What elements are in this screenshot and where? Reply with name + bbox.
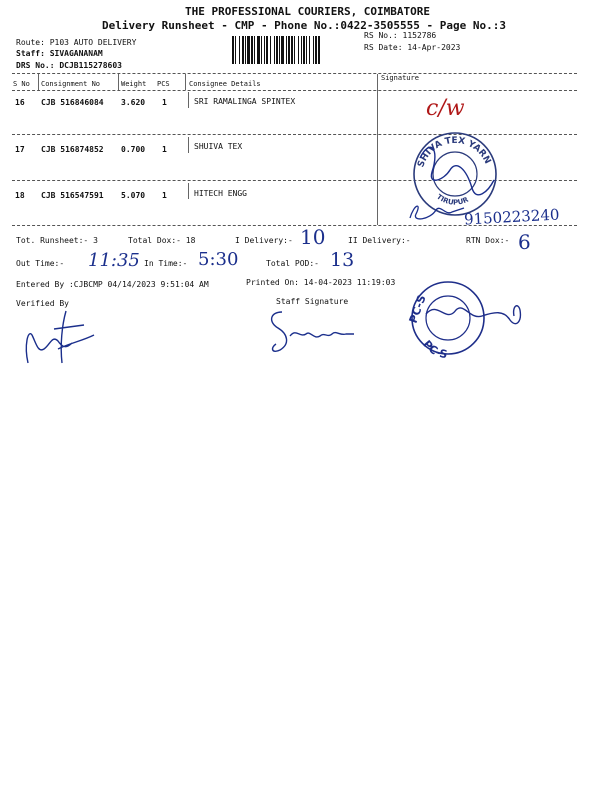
total-pod-label: Total POD:- bbox=[266, 259, 319, 268]
table-top-rule bbox=[12, 73, 577, 74]
row-sno: 18 bbox=[15, 191, 25, 200]
in-time-value: 5:30 bbox=[198, 249, 239, 270]
printed-on: Printed On: 14-04-2023 11:19:03 bbox=[246, 278, 396, 287]
stamp-top-text: SHIVA TEX YARN bbox=[416, 135, 493, 169]
company-name: THE PROFESSIONAL COURIERS, COIMBATORE bbox=[185, 5, 431, 18]
runsheet-subtitle: Delivery Runsheet - CMP - Phone No.:0422-3505555 - Page No.:3 bbox=[102, 19, 506, 32]
col-header-consignment: Consignment No bbox=[41, 80, 101, 88]
pc-stamp-text-bottom: PC-S bbox=[420, 337, 449, 362]
rs-number: RS No.: 1152786 bbox=[364, 31, 437, 40]
row-weight: 0.700 bbox=[121, 145, 146, 154]
col-header-consignee: Consignee Details bbox=[189, 80, 261, 88]
stamp-bottom-text: TIRUPUR bbox=[435, 192, 470, 207]
handwritten-mark-red: c/w bbox=[426, 96, 465, 121]
pc-stamp-text-left: PC-S bbox=[406, 293, 429, 326]
rtn-dox-value: 6 bbox=[518, 230, 531, 254]
row-consignee: SRI RAMALINGA SPINTEX bbox=[194, 97, 296, 106]
row-weight: 5.070 bbox=[121, 191, 146, 200]
rs-date: RS Date: 14-Apr-2023 bbox=[364, 43, 461, 52]
row-tick bbox=[188, 92, 189, 108]
row-consignment-no: CJB 516874852 bbox=[41, 145, 104, 154]
total-dox: Total Dox:- 18 bbox=[128, 236, 196, 245]
total-pod-value: 13 bbox=[330, 249, 355, 271]
col-header-sno: S No bbox=[13, 80, 30, 88]
staff-signature-label: Staff Signature bbox=[276, 297, 349, 306]
tot-runsheet: Tot. Runsheet:- 3 bbox=[16, 236, 98, 245]
i-delivery-value: 10 bbox=[300, 225, 326, 249]
column-divider bbox=[118, 74, 119, 90]
header-bottom-rule bbox=[12, 90, 577, 91]
barcode bbox=[232, 36, 358, 64]
route-label: Route: P103 AUTO DELIVERY bbox=[16, 38, 137, 47]
row-consignee: HITECH ENGG bbox=[194, 189, 247, 198]
row-consignment-no: CJB 516547591 bbox=[41, 191, 104, 200]
i-delivery-label: I Delivery:- bbox=[235, 236, 293, 245]
out-time-value: 11:35 bbox=[88, 250, 140, 271]
col-header-weight: Weight bbox=[121, 80, 147, 88]
row-sno: 16 bbox=[15, 98, 25, 107]
row-consignee: SHUIVA TEX bbox=[194, 142, 243, 151]
row-pcs: 1 bbox=[162, 98, 167, 107]
staff-label: Staff: SIVAGANANAM bbox=[16, 49, 103, 58]
pc-stamp bbox=[398, 280, 526, 360]
row-weight: 3.620 bbox=[121, 98, 146, 107]
row-pcs: 1 bbox=[162, 145, 167, 154]
entered-by: Entered By :CJBCMP 04/14/2023 9:51:04 AM bbox=[16, 280, 209, 289]
staff-signature bbox=[266, 308, 356, 358]
row-sno: 17 bbox=[15, 145, 25, 154]
handwritten-phone: 9150223240 bbox=[463, 205, 560, 229]
verifier-signature bbox=[22, 305, 92, 367]
row-pcs: 1 bbox=[162, 191, 167, 200]
in-time-label: In Time:- bbox=[144, 259, 188, 268]
signature-column-divider bbox=[377, 74, 378, 225]
col-header-pcs: PCS bbox=[157, 80, 170, 88]
drs-label: DRS No.: DCJB115278603 bbox=[16, 61, 122, 70]
col-header-signature: Signature bbox=[381, 74, 419, 82]
rtn-dox-label: RTN Dox:- bbox=[466, 236, 510, 245]
svg-text:PC-S bbox=[420, 338, 448, 361]
ii-delivery-label: II Delivery:- bbox=[348, 236, 411, 245]
verified-by-label: Verified By bbox=[16, 299, 69, 308]
row-tick bbox=[188, 137, 189, 153]
column-divider bbox=[185, 74, 186, 90]
row-consignment-no: CJB 516846084 bbox=[41, 98, 104, 107]
receiver-signature bbox=[406, 200, 466, 224]
column-divider bbox=[38, 74, 39, 90]
row-tick bbox=[188, 183, 189, 199]
out-time-label: Out Time:- bbox=[16, 259, 65, 268]
